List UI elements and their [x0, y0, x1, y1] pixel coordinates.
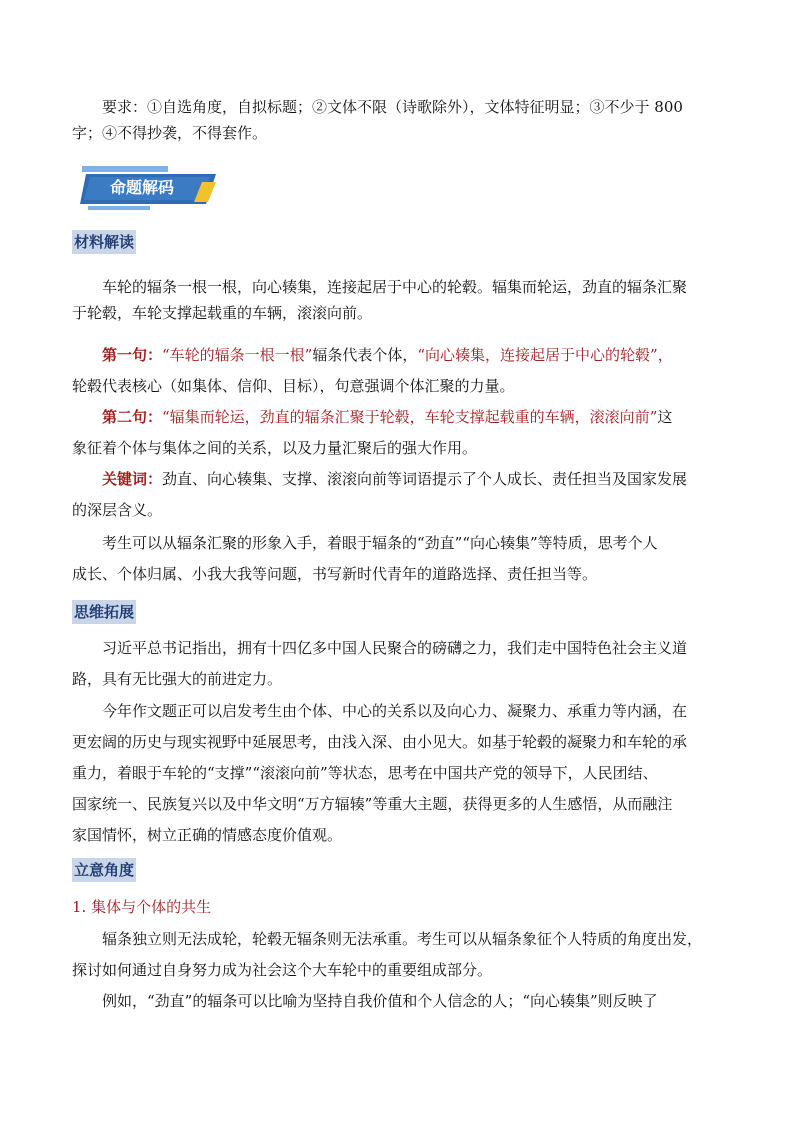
requirements-line-1: 要求：①自选角度，自拟标题；②文体不限（诗歌除外），文体特征明显；③不少于 800	[102, 98, 683, 116]
thinking-p2-line-5: 家国情怀，树立正确的情感态度价值观。	[72, 826, 343, 844]
sentence-two-line-2: 象征着个体与集体之间的关系，以及力量汇聚后的强大作用。	[72, 439, 478, 457]
section-heading-material: 材料解读	[72, 230, 136, 254]
banner-title: 命题解码	[110, 178, 175, 197]
sentence-one-quote-2: “向心辏集，连接起居于中心的轮毂”，	[417, 346, 673, 364]
sentence-two-line-1	[72, 402, 724, 433]
keywords-line-2: 的深层含义。	[72, 501, 163, 519]
sentence-one-line-2: 轮毂代表核心（如集体、信仰、目标），句意强调个体汇聚的力量。	[72, 377, 515, 395]
angle-p2-line-1: 例如，“劲直”的辐条可以比喻为坚持自我价值和个人信念的人；“向心辏集”则反映了	[102, 992, 658, 1010]
material-intro-line-2: 于轮毂，车轮支撑起载重的车辆，滚滚向前。	[72, 304, 373, 322]
angle-subheading-1: 1. 集体与个体的共生	[72, 898, 212, 916]
exam-hint-line-1: 考生可以从辐条汇聚的形象入手，着眼于辐条的“劲直”“向心辏集”等特质，思考个人	[102, 534, 658, 552]
angle-p1-line-2: 探讨如何通过自身努力成为社会这个大车轮中的重要组成部分。	[72, 961, 493, 979]
angle-p1-line-1: 辐条独立则无法成轮，轮毂无辐条则无法承重。考生可以从辐条象征个人特质的角度出发，	[102, 930, 703, 948]
sentence-one-text: 辐条代表个体，	[312, 346, 418, 364]
requirements-line-2: 字；④不得抄袭，不得套作。	[72, 124, 268, 142]
sentence-two-text: 这	[657, 408, 673, 426]
sentence-one-quote-1: “车轮的辐条一根一根”	[162, 346, 313, 364]
keywords-line-1	[72, 464, 724, 495]
material-intro-line-1: 车轮的辐条一根一根，向心辏集，连接起居于中心的轮毂。辐集而轮运，劲直的辐条汇聚	[102, 278, 688, 296]
section-heading-angle: 立意角度	[72, 858, 136, 882]
thinking-p2-line-4: 国家统一、民族复兴以及中华文明“万方辐辏”等重大主题，获得更多的人生感悟，从而融注	[72, 795, 673, 813]
exam-hint-line-2: 成长、个体归属、小我大我等问题，书写新时代青年的道路选择、责任担当等。	[72, 565, 598, 583]
sentence-one-line-1	[72, 340, 724, 371]
thinking-p2-line-2: 更宏阔的历史与现实视野中延展思考，由浅入深、由小见大。如基于轮毂的凝聚力和车轮的承	[72, 733, 688, 751]
thinking-p2-line-3: 重力，着眼于车轮的“支撑”“滚滚向前”等状态，思考在中国共产党的领导下，人民团结、	[72, 764, 658, 782]
sentence-two-label: 第二句：	[102, 408, 163, 426]
section-heading-thinking: 思维拓展	[72, 600, 136, 624]
thinking-p2-line-1: 今年作文题正可以启发考生由个体、中心的关系以及向心力、凝聚力、承重力等内涵，在	[102, 702, 688, 720]
thinking-p1-line-2: 路，具有无比强大的前进定力。	[72, 670, 283, 688]
keywords-text: 劲直、向心辏集、支撑、滚滚向前等词语提示了个人成长、责任担当及国家发展	[162, 470, 688, 488]
thinking-p1-line-1: 习近平总书记指出，拥有十四亿多中国人民聚合的磅礴之力，我们走中国特色社会主义道	[102, 639, 688, 657]
sentence-one-label: 第一句：	[102, 346, 163, 364]
keywords-label: 关键词：	[102, 470, 163, 488]
sentence-two-quote: “辐集而轮运，劲直的辐条汇聚于轮毂，车轮支撑起载重的车辆，滚滚向前”	[162, 408, 658, 426]
